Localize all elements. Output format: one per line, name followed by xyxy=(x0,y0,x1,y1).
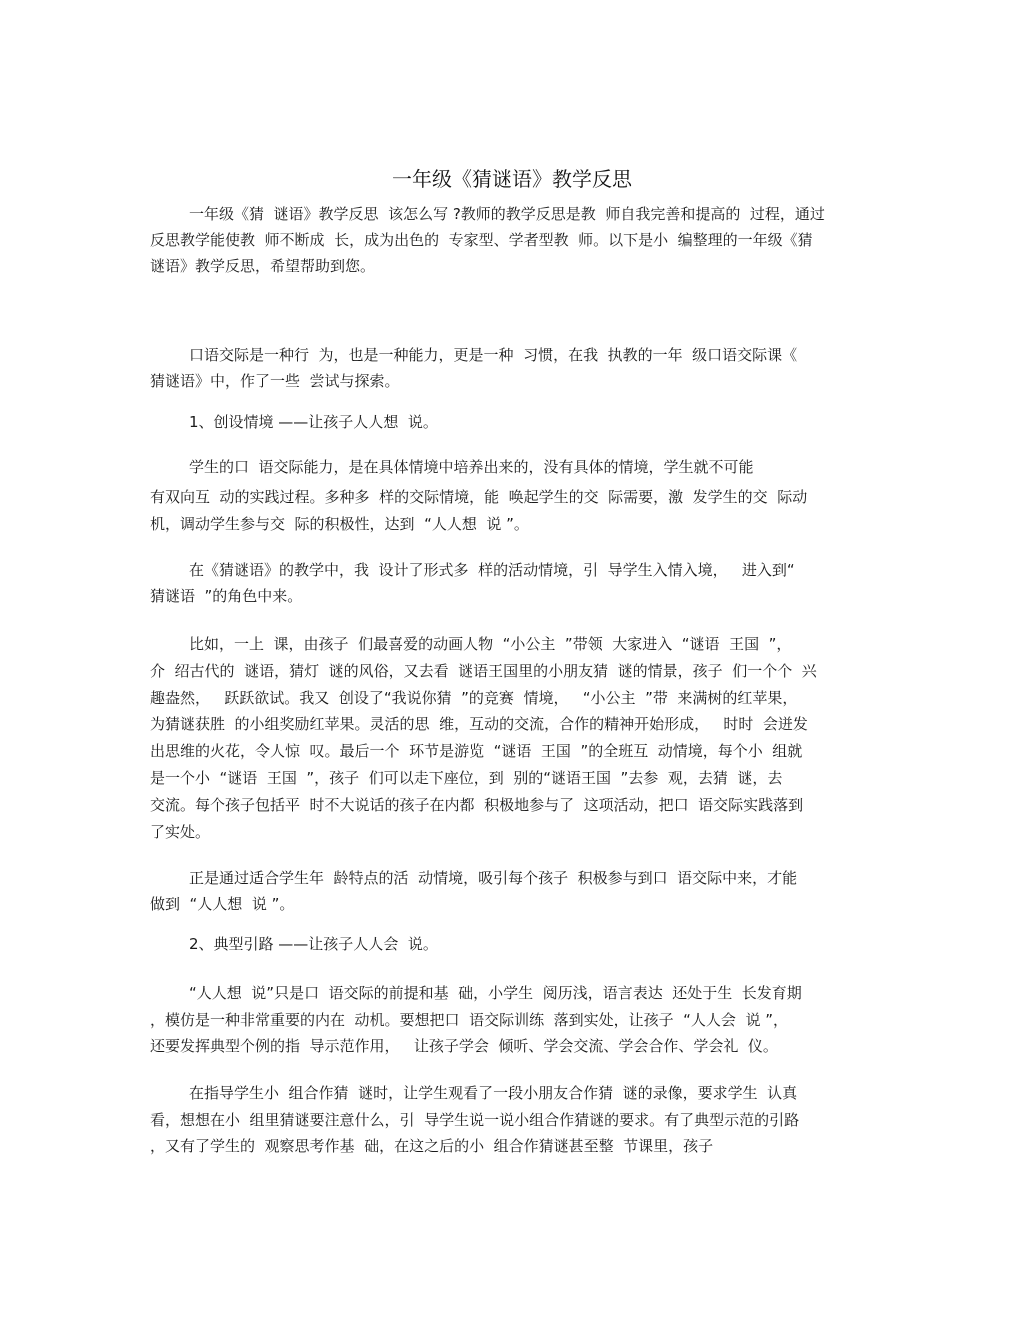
paragraph-4-line-7: 交流。每个孩子包括平 时不大说话的孩子在内都 积极地参与了 这项活动，把口 语交际实践落到 xyxy=(150,796,804,814)
paragraph-4-line-4: 为猜谜获胜 的小组奖励红苹果。灵活的思 维，互动的交流，合作的精神开始形成， 时时 会迸发 xyxy=(150,715,808,733)
section-heading-1: 1、创设情境 ——让孩子人人想 说。 xyxy=(189,413,438,431)
paragraph-7-line-1: 在指导学生小 组合作猜 谜时，让学生观看了一段小朋友合作猜 谜的录像，要求学生 认真 xyxy=(189,1084,798,1102)
intro-line-2: 反思教学能使教 师不断成 长，成为出色的 专家型、学者型教 师。以下是小 编整理的一年级《猜 xyxy=(150,231,813,249)
paragraph-5-line-1: 正是通过适合学生年 龄特点的活 动情境，吸引每个孩子 积极参与到口 语交际中来，才能 xyxy=(189,869,798,887)
intro-line-3: 谜语》教学反思，希望帮助到您。 xyxy=(150,257,376,275)
paragraph-4-line-3: 趣盎然， 跃跃欲试。我又 创设了“我说你猜 ”的竞赛 情境， “小公主 ”带 来满树的红苹果， xyxy=(150,689,798,707)
section-heading-2: 2、典型引路 ——让孩子人人会 说。 xyxy=(189,935,438,953)
paragraph-2-line-1: 学生的口 语交际能力，是在具体情境中培养出来的，没有具体的情境，学生就不可能 xyxy=(189,458,754,476)
paragraph-6-line-2: ，模仿是一种非常重要的内在 动机。要想把口 语交际训练 落到实处，让孩子 “人人会 说 ”， xyxy=(150,1011,788,1029)
paragraph-3-line-2: 猜谜语 ”的角色中来。 xyxy=(150,587,303,605)
paragraph-4-line-5: 出思维的火花，令人惊 叹。最后一个 环节是游览 “谜语 王国 ”的全班互 动情境，每个小 组就 xyxy=(150,742,803,760)
paragraph-2-line-2: 有双向互 动的实践过程。多种多 样的交际情境，能 唤起学生的交 际需要，激 发学生的交 际动 xyxy=(150,488,808,506)
paragraph-6-line-1: “人人想 说”只是口 语交际的前提和基 础，小学生 阅历浅，语言表达 还处于生 长发育期 xyxy=(189,984,802,1002)
intro-line-1: 一年级《猜 谜语》教学反思 该怎么写 ?教师的教学反思是教 师自我完善和提高的 过程，通过 xyxy=(189,205,825,223)
paragraph-4-line-8: 了实处。 xyxy=(150,823,211,841)
paragraph-4-line-1: 比如，一上 课，由孩子 们最喜爱的动画人物 “小公主 ”带领 大家进入 “谜语 王国 ”， xyxy=(189,635,792,653)
document-title: 一年级《猜谜语》教学反思 xyxy=(392,167,632,191)
paragraph-5-line-2: 做到 “人人想 说 ”。 xyxy=(150,895,295,913)
paragraph-7-line-3: ，又有了学生的 观察思考作基 础，在这之后的小 组合作猜谜甚至整 节课里，孩子 xyxy=(150,1137,714,1155)
paragraph-7-line-2: 看，想想在小 组里猜谜要注意什么，引 导学生说一说小组合作猜谜的要求。有了典型示范的引路 xyxy=(150,1111,800,1129)
paragraph-2-line-3: 机，调动学生参与交 际的积极性，达到 “人人想 说 ”。 xyxy=(150,515,529,533)
paragraph-4-line-2: 介 绍古代的 谜语，猜灯 谜的风俗，又去看 谜语王国里的小朋友猜 谜的情景，孩子 们一个个 兴 xyxy=(150,662,817,680)
paragraph-1-line-1: 口语交际是一种行 为，也是一种能力，更是一种 习惯，在我 执教的一年 级口语交际课《 xyxy=(189,346,798,364)
paragraph-6-line-3: 还要发挥典型个例的指 导示范作用， 让孩子学会 倾听、学会交流、学会合作、学会礼 仪。 xyxy=(150,1037,778,1055)
paragraph-3-line-1: 在《猜谜语》的教学中，我 设计了形式多 样的活动情境，引 导学生入情入境， 进入到“ xyxy=(189,561,795,579)
paragraph-1-line-2: 猜谜语》中，作了一些 尝试与探索。 xyxy=(150,372,400,390)
paragraph-4-line-6: 是一个小 “谜语 王国 ”，孩子 们可以走下座位，到 别的“谜语王国 ”去参 观，去猜 谜，去 xyxy=(150,769,783,787)
